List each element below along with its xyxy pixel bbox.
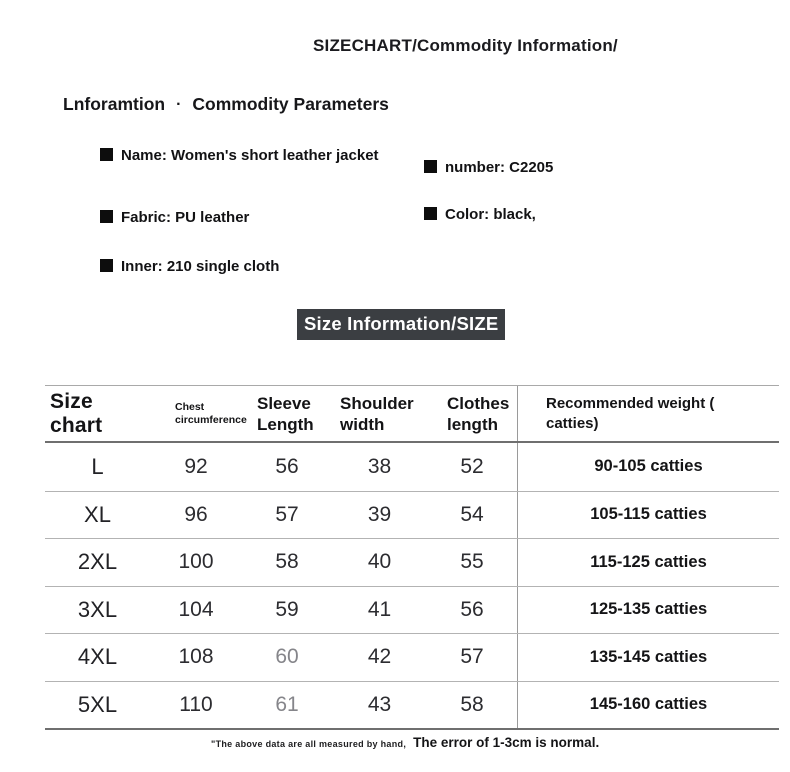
header-weight-line2: catties) [546,414,599,432]
sleeve-value: 60 [275,645,299,669]
table-row [45,681,779,729]
param-name [100,145,400,166]
param-number [424,157,553,178]
clothes-value: 58 [460,692,484,716]
clothes-value: 55 [460,550,484,574]
header-size-chart-label: Size chart [50,389,103,437]
shoulder-value: 42 [367,645,392,669]
footnote-large-text: The error of 1-3cm is normal. [413,735,600,750]
bullet-square-icon [424,207,437,220]
bullet-square-icon [424,160,437,173]
header-size-chart [45,386,150,441]
table-row [45,443,779,491]
chest-value: 92 [184,454,208,478]
size-value: 4XL [77,644,118,670]
clothes-value: 52 [460,454,484,478]
header-sleeve-length [242,386,332,441]
chest-value: 100 [178,550,214,574]
header-recommended-weight [517,386,779,441]
sleeve-value: 57 [275,502,299,526]
page-title: SIZECHART/Commodity Information/ [313,36,618,55]
sleeve-value: 58 [275,550,299,574]
header-shoulder-line2: width [340,414,385,434]
weight-value: 145-160 catties [517,682,779,729]
chest-value: 108 [178,645,214,669]
shoulder-value: 39 [367,502,392,526]
header-weight-line1: Recommended weight ( [546,394,715,412]
sleeve-value: 56 [275,454,299,478]
size-value: 5XL [77,691,118,717]
shoulder-value: 41 [367,597,392,621]
footnote-small-text: "The above data are all measured by hand, [211,739,407,749]
clothes-value: 57 [460,645,484,669]
size-information-banner: Size Information/SIZE [297,309,505,340]
bullet-square-icon [100,148,113,161]
header-chest-line2: circumference [175,413,247,426]
bullet-square-icon [100,210,113,223]
param-number-text: number: C2205 [445,159,554,176]
param-name-text: Name: Women's short leather jacket [121,147,379,164]
table-row [45,586,779,634]
chest-value: 110 [179,692,213,716]
weight-value: 115-125 catties [517,539,779,586]
weight-value: 135-145 catties [517,634,779,681]
section-heading-right: Commodity Parameters [192,94,389,114]
table-row [45,538,779,586]
header-shoulder-line1: Shoulder [340,393,414,413]
param-fabric-text: Fabric: PU leather [121,209,250,226]
param-inner [100,256,279,277]
chest-value: 104 [178,597,214,621]
param-color-text: Color: black, [445,206,536,223]
clothes-value: 56 [460,597,484,621]
sleeve-value: 59 [275,597,299,621]
clothes-value: 54 [460,502,484,526]
size-value: L [91,453,104,479]
header-shoulder-width [332,386,427,441]
header-sleeve-line1: Sleeve [257,393,311,413]
param-color [424,204,536,225]
header-chest-line1: Chest [175,400,205,413]
header-clothes-line1: Clothes [447,393,510,413]
sleeve-value: 61 [275,692,299,716]
table-row [45,491,779,539]
header-clothes-line2: length [447,414,498,434]
weight-value: 125-135 catties [517,587,779,634]
bullet-square-icon [100,259,113,272]
header-chest-circumference [150,386,247,441]
param-fabric [100,207,249,228]
section-heading-dot: · [176,96,182,113]
weight-value: 90-105 catties [517,443,779,491]
size-value: 2XL [77,549,118,575]
param-inner-text: Inner: 210 single cloth [121,258,280,275]
header-sleeve-line2: Length [257,414,314,434]
chest-value: 96 [184,502,208,526]
section-heading-left: Lnforamtion [63,94,166,114]
size-value: 3XL [77,596,118,622]
weight-value: 105-115 catties [517,492,779,539]
table-row [45,633,779,681]
section-heading [63,94,389,115]
shoulder-value: 40 [367,550,392,574]
footnote [211,734,599,752]
shoulder-value: 38 [367,454,392,478]
header-clothes-length [427,386,517,441]
shoulder-value: 43 [367,692,392,716]
table-header-row [45,386,779,443]
size-chart-table [45,385,779,730]
size-value: XL [84,501,111,527]
